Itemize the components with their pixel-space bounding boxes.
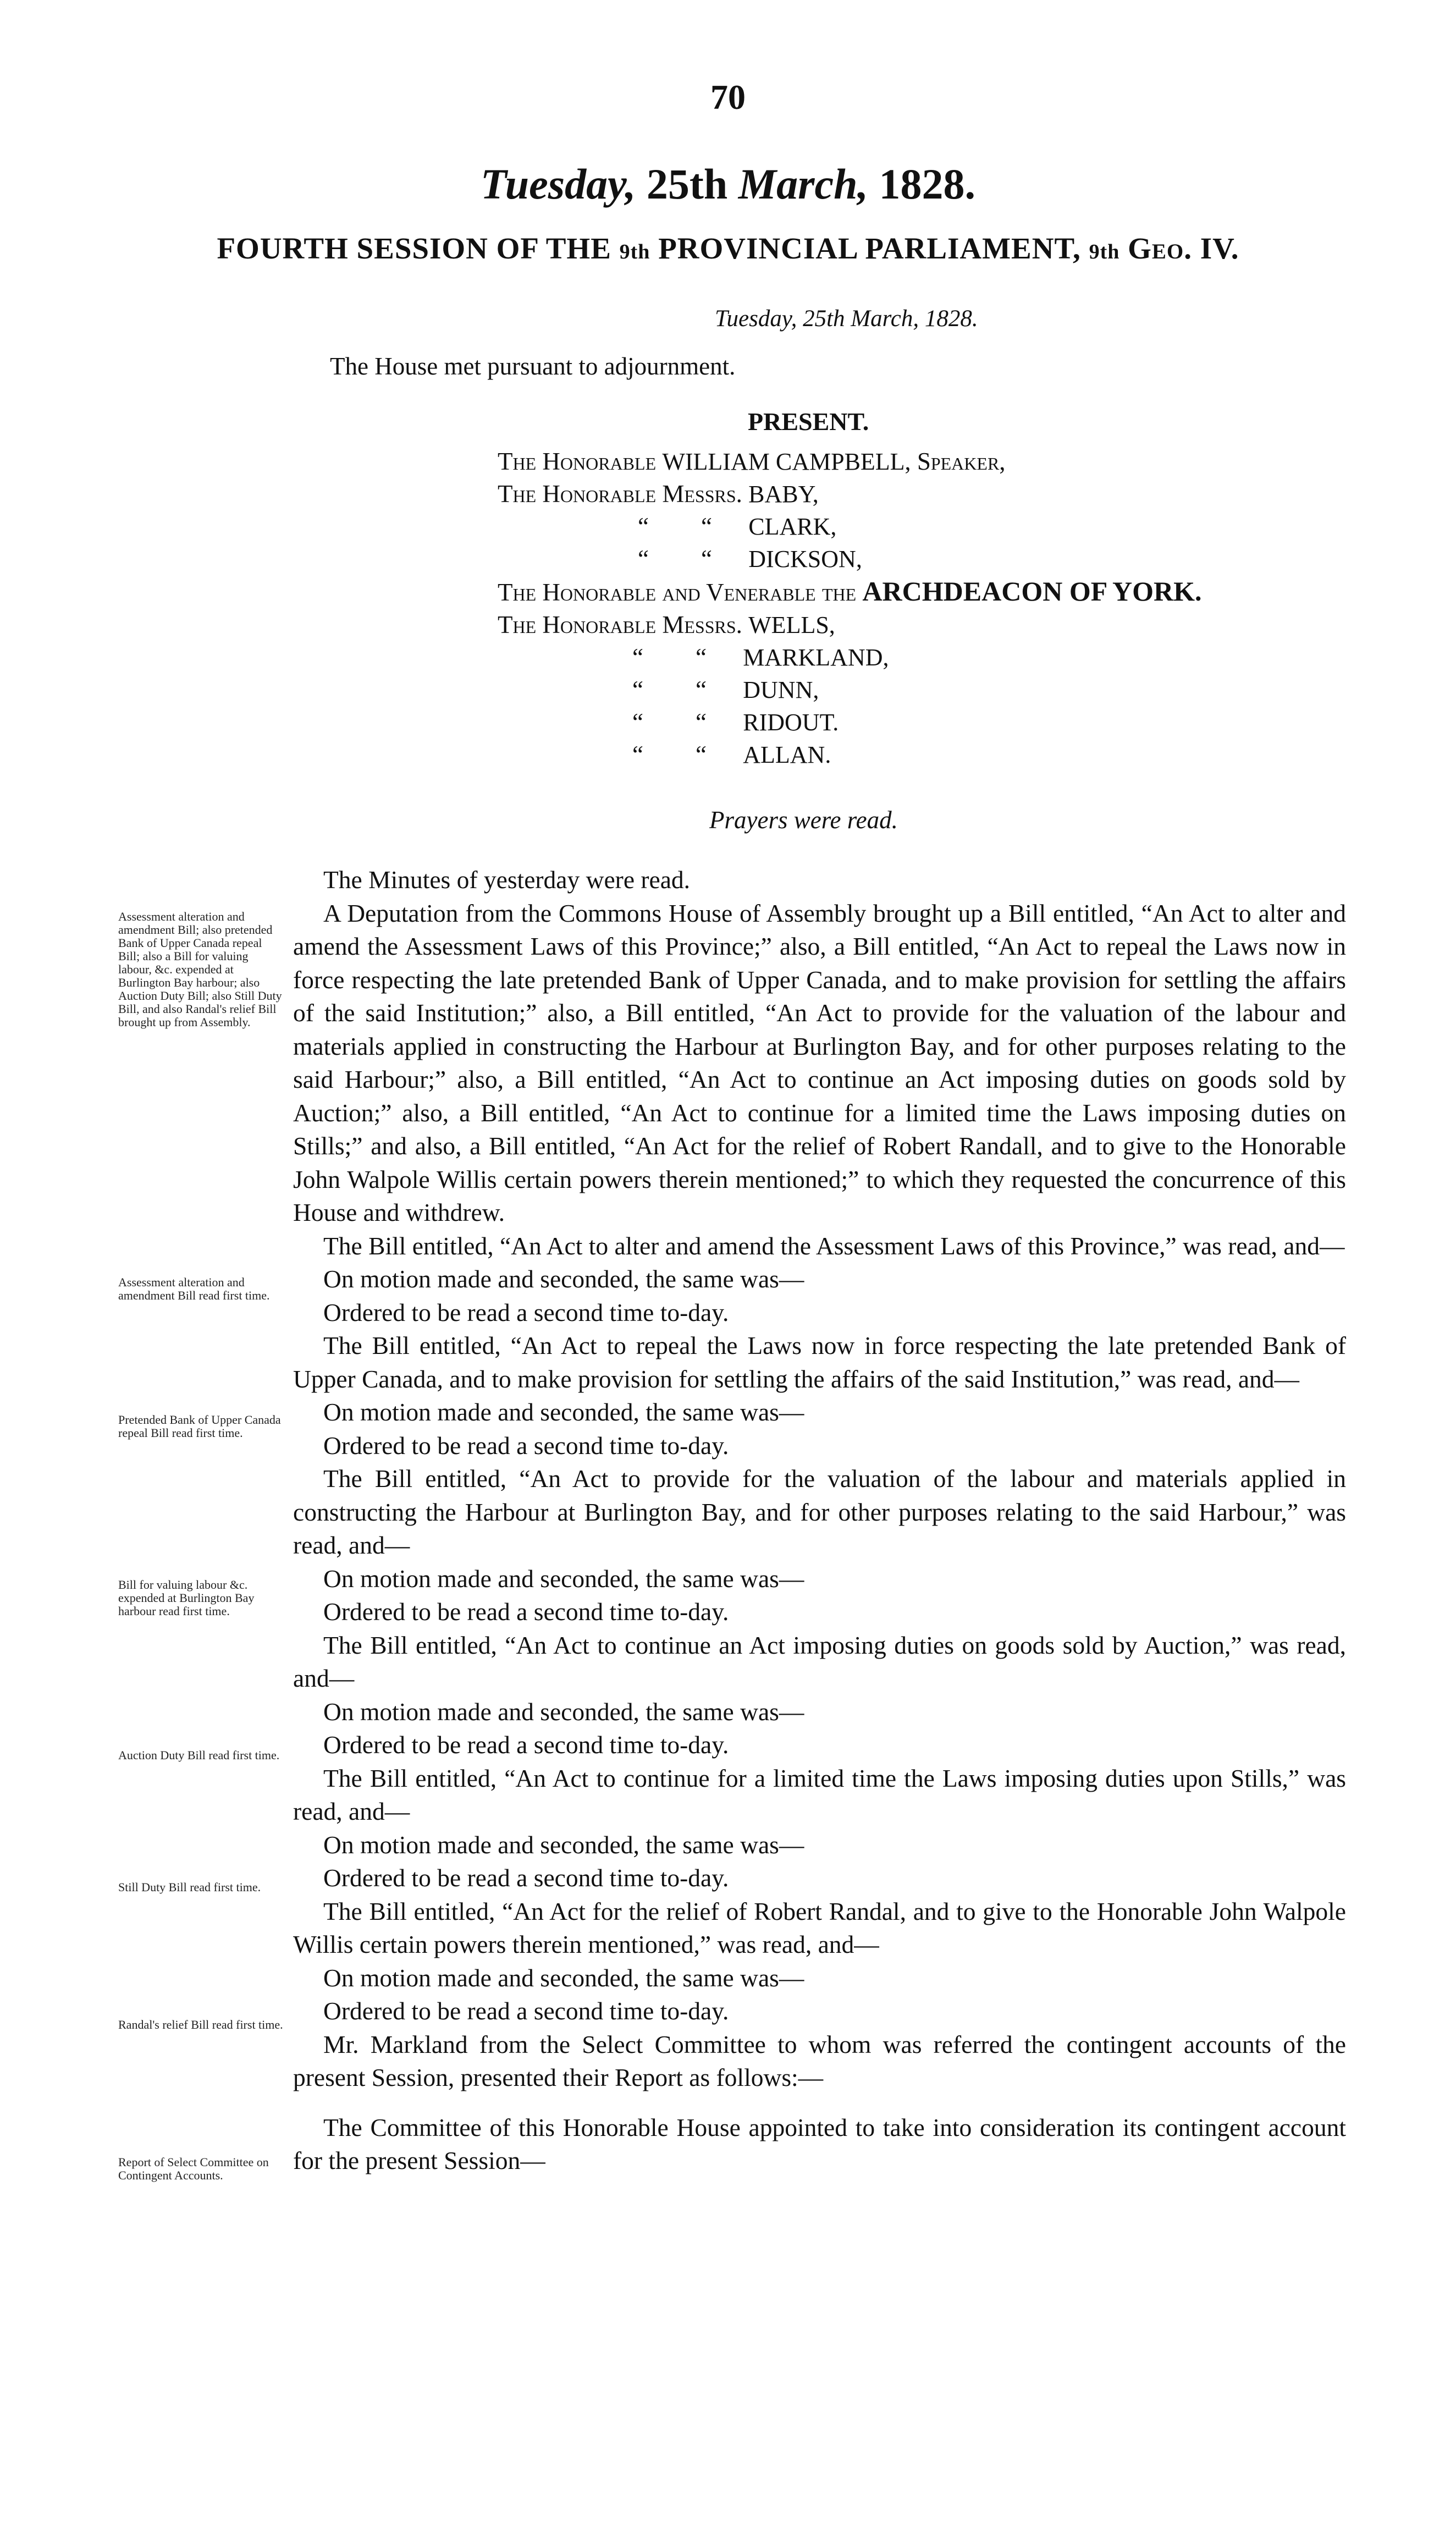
report-paragraph: Mr. Markland from the Select Committee to whom was referred the contingent accounts of the present Session, presented their Report as follows:— <box>293 2030 1346 2091</box>
margin-note: Bill for valuing labour &c. expended at Burlington Bay harbour read first time. <box>118 1578 255 1618</box>
member-name: WELLS, <box>748 612 835 638</box>
member-name: DUNN, <box>743 676 819 703</box>
ordered-line: Ordered to be read a second time to-day. <box>323 1731 729 1759</box>
committee-paragraph: The Committee of this Honorable House appointed to take into consideration its contingent account for the present Session— <box>293 2113 1346 2174</box>
member-row <box>498 575 1202 609</box>
member-row <box>498 609 1202 641</box>
member-row <box>498 445 1202 478</box>
member-name: CLARK, <box>748 513 837 540</box>
member-row <box>498 510 1202 543</box>
bill-paragraph: The Bill entitled, “An Act to repeal the Laws now in force respecting the late pretended Bank of Upper Canada, and to make provision for settling the affairs of the said Institution,” was read, and— <box>293 1331 1346 1393</box>
member-row <box>498 641 1202 674</box>
motion-line: On motion made and seconded, the same was— <box>323 1564 804 1593</box>
motion-line: On motion made and seconded, the same was— <box>323 1265 804 1293</box>
page-number: 70 <box>710 78 746 117</box>
member-title: The Honorable <box>498 448 657 475</box>
ditto-mark: “ <box>632 708 643 736</box>
session-geo: Geo. IV. <box>1128 232 1239 265</box>
session-pre: FOURTH SESSION OF THE <box>217 232 611 265</box>
member-title: The Honorable Messrs. <box>498 611 742 638</box>
margin-note: Auction Duty Bill read first time. <box>118 1748 280 1762</box>
member-row <box>498 739 1202 771</box>
ordered-line: Ordered to be read a second time to-day. <box>323 1598 729 1626</box>
member-name: WILLIAM CAMPBELL, <box>662 448 911 475</box>
ditto-mark: “ <box>701 545 712 572</box>
session-geo-num: 9th <box>1089 240 1120 263</box>
date-heading <box>0 159 1456 209</box>
prayers-line: Prayers were read. <box>709 806 898 834</box>
present-label: PRESENT. <box>748 408 869 436</box>
member-row <box>498 543 1202 575</box>
ditto-mark: “ <box>632 643 643 671</box>
ditto-mark: “ <box>701 513 712 540</box>
ditto-mark: “ <box>696 708 707 736</box>
member-name: BABY, <box>748 481 819 508</box>
bill-paragraph: The Bill entitled, “An Act to continue an Act imposing duties on goods sold by Auction,” was read, and— <box>293 1631 1346 1692</box>
bill-paragraph: The Bill entitled, “An Act to continue for a limited time the Laws imposing duties upon Stills,” was read, and— <box>293 1764 1346 1825</box>
motion-line: On motion made and seconded, the same was— <box>323 1830 804 1859</box>
ordered-line: Ordered to be read a second time to-day. <box>323 1997 729 2025</box>
ordered-line: Ordered to be read a second time to-day. <box>323 1864 729 1892</box>
ditto-mark: “ <box>696 676 707 703</box>
ditto-mark: “ <box>696 741 707 768</box>
bill-paragraph: The Bill entitled, “An Act to provide for the valuation of the labour and materials applied in constructing the Harbour at Burlington Bay, and for other purposes relating to the said Harbour,” was read, and— <box>293 1464 1346 1559</box>
session-heading <box>0 231 1456 266</box>
session-ord: 9th <box>619 240 650 263</box>
house-met: The House met pursuant to adjournment. <box>330 353 736 380</box>
deputation-paragraph: A Deputation from the Commons House of Assembly brought up a Bill entitled, “An Act to alter and amend the Assessment Laws of this Province;” also, a Bill entitled, “An Act to repeal the Laws now in force respecting the late pretended Bank of Upper Canada, and to make provision for settling the affairs of the said Institution;” also, a Bill entitled, “An Act to provide for the valuation of the labour and materials applied in constructing the Harbour at Burlington Bay, and for other purposes relating to the said Harbour;” also, a Bill entitled, “An Act to continue an Act imposing duties on goods sold by Auction;” also, a Bill entitled, “An Act to continue for a limited time the Laws imposing duties on Stills;” and also, a Bill entitled, “An Act for the relief of Robert Randall, and to give to the Honorable John Walpole Willis certain powers therein mentioned;” to which they requested the concurrence of this House and withdrew. <box>293 899 1346 1226</box>
date-day: Tuesday, <box>481 160 636 208</box>
date-num: 25th <box>646 160 728 208</box>
sub-date: Tuesday, 25th March, 1828. <box>715 306 978 332</box>
member-name: RIDOUT. <box>743 709 839 736</box>
motion-line: On motion made and seconded, the same was— <box>323 1963 804 1992</box>
margin-note: Pretended Bank of Upper Canada repeal Bill read first time. <box>118 1413 281 1440</box>
member-list <box>498 445 1202 771</box>
motion-line: On motion made and seconded, the same was— <box>323 1398 804 1426</box>
member-name: DICKSON, <box>748 546 862 572</box>
minutes-line: The Minutes of yesterday were read. <box>323 866 691 894</box>
journal-body <box>293 863 1346 2178</box>
ditto-mark: “ <box>696 643 707 671</box>
date-year: 1828. <box>879 160 975 208</box>
member-title: The Honorable and Venerable the <box>498 579 857 606</box>
date-month: March, <box>738 160 868 208</box>
member-row <box>498 478 1202 510</box>
ordered-line: Ordered to be read a second time to-day. <box>323 1298 729 1326</box>
margin-note: Report of Select Committee on Contingent Accounts. <box>118 2155 269 2182</box>
margin-note: Assessment alteration and amendment Bill; also pretended Bank of Upper Canada repeal Bill; also a Bill for valuing labour, &c. expended at Burlington Bay harbour; also Auction Duty Bill; also Still Duty Bill, and also Randal's relief Bill brought up from Assembly. <box>118 910 282 1029</box>
ditto-mark: “ <box>638 545 649 572</box>
member-name: ALLAN. <box>743 741 831 768</box>
ditto-mark: “ <box>632 676 643 703</box>
member-name: ARCHDEACON OF YORK. <box>862 576 1202 607</box>
member-row <box>498 674 1202 706</box>
session-mid: PROVINCIAL PARLIAMENT, <box>658 232 1081 265</box>
motion-line: On motion made and seconded, the same was— <box>323 1697 804 1726</box>
member-name: MARKLAND, <box>743 644 889 671</box>
bill-paragraph: The Bill entitled, “An Act to alter and amend the Assessment Laws of this Province,” was read, and— <box>323 1231 1345 1260</box>
member-role: Speaker, <box>917 448 1006 475</box>
ditto-mark: “ <box>638 513 649 540</box>
margin-note: Still Duty Bill read first time. <box>118 1880 261 1894</box>
margin-note: Assessment alteration and amendment Bill read first time. <box>118 1275 270 1302</box>
ditto-mark: “ <box>632 741 643 768</box>
member-title: The Honorable Messrs. <box>498 480 742 508</box>
bill-paragraph: The Bill entitled, “An Act for the relief of Robert Randal, and to give to the Honorable John Walpole Willis certain powers therein mentioned,” was read, and— <box>293 1897 1346 1958</box>
member-row <box>498 706 1202 739</box>
margin-note: Randal's relief Bill read first time. <box>118 2018 283 2031</box>
ordered-line: Ordered to be read a second time to-day. <box>323 1431 729 1460</box>
